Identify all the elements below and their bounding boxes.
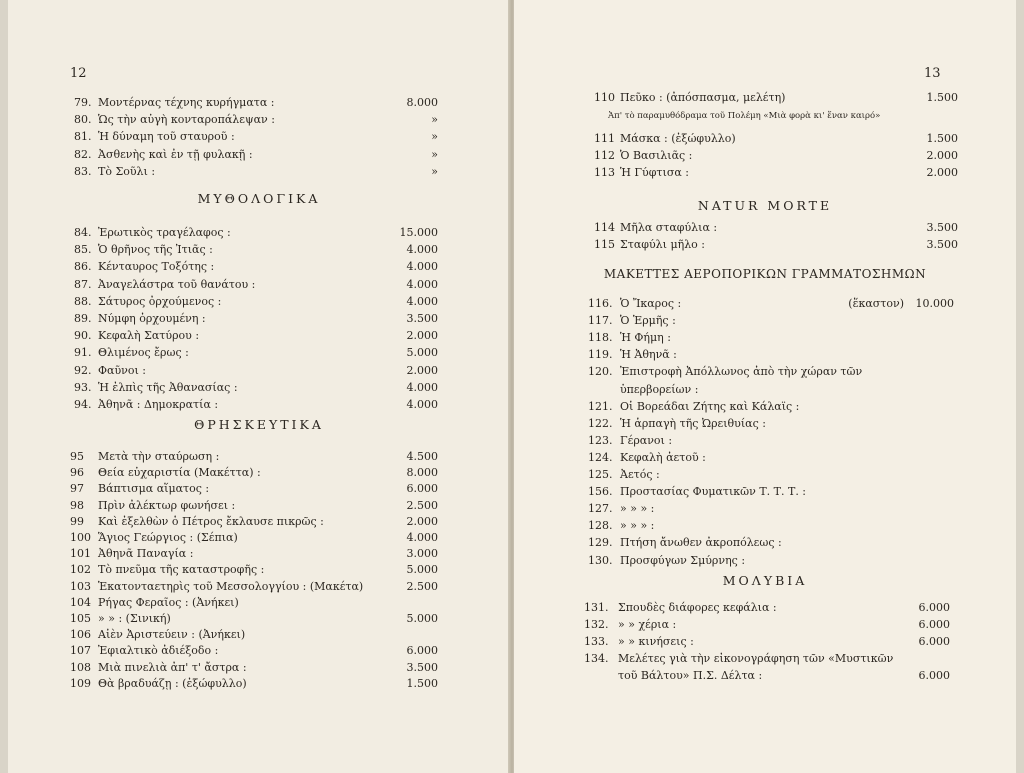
catalog-entry [584, 617, 950, 633]
entry-title: Πρὶν ἀλέκτωρ φωνήσει : [98, 498, 236, 512]
entry-number: 121. [588, 399, 613, 413]
catalog-entry [74, 112, 438, 128]
catalog-entry [594, 131, 958, 147]
entry-number: 134. [584, 652, 609, 665]
entry-title: Μῆλα σταφύλια : [620, 221, 718, 234]
entry-title: Ἡ Γύφτισα : [620, 166, 689, 179]
entry-title: Σπουδὲς διάφορες κεφάλια : [618, 601, 777, 614]
entry-number: 128. [588, 519, 613, 533]
entry-title: Ἀετός : [620, 468, 660, 481]
catalog-entry [584, 668, 950, 684]
entry-price: 10.000 [915, 297, 954, 310]
entry-price: 4.000 [406, 277, 438, 291]
entry-price: 6.000 [918, 601, 950, 614]
entry-note: (ἕκαστον) [848, 297, 904, 310]
entry-title: Ρήγας Φεραῖος : (Ἀνήκει) [98, 595, 239, 609]
entry-title: Φαῦνοι : [98, 363, 146, 377]
entry-number: 97 [70, 482, 84, 496]
entry-number: 105 [70, 612, 91, 625]
entry-title: » » κινήσεις : [618, 635, 694, 648]
entry-title: Ἡ δύναμη τοῦ σταυροῦ : [98, 130, 235, 144]
entry-price: 2.000 [926, 166, 958, 179]
catalog-entry [588, 433, 954, 449]
entry-price: » [431, 147, 438, 161]
entry-price: » [431, 113, 438, 127]
heading-airmail-stamp-models: ΜΑΚΕΤΤΕΣ ΑΕΡΟΠΟΡΙΚΩΝ ΓΡΑΜΜΑΤΟΣΗΜΩΝ [603, 267, 927, 281]
entry-number: 132. [584, 618, 609, 631]
entry-title: Θεία εὐχαριστία (Μακέττα) : [98, 466, 261, 480]
entry-number: 130. [588, 553, 613, 567]
entry-number: 79. [74, 96, 92, 109]
entry-number: 102 [70, 563, 91, 577]
entry-price: 3.500 [406, 660, 438, 674]
entry-price: 6.000 [918, 618, 950, 631]
catalog-entry [588, 399, 954, 415]
entry-title: Ὁ θρῆνος τῆς Ἰτιᾶς : [98, 243, 213, 257]
catalog-entry [588, 484, 954, 500]
entry-price: 2.000 [926, 149, 958, 162]
entry-title: » » » : [620, 519, 655, 533]
entry-title: Κεφαλὴ ἀετοῦ : [620, 450, 706, 464]
entry-price: 4.000 [406, 243, 438, 257]
entry-price: » [431, 164, 438, 178]
entry-number: 116. [588, 297, 613, 310]
entry-price: 4.000 [406, 260, 438, 274]
entry-title: Ὁ Βασιλιᾶς : [620, 149, 693, 162]
catalog-entry [594, 165, 958, 181]
entry-number: 98 [70, 498, 84, 512]
entry-number: 95 [70, 450, 84, 463]
catalog-entry [74, 397, 438, 413]
entry-price: 2.500 [406, 498, 438, 512]
catalog-entry [588, 296, 954, 312]
entry-price: 2.000 [406, 363, 438, 377]
entry-number: 80. [74, 113, 92, 127]
entry-number: 87. [74, 277, 92, 291]
catalog-entry [588, 467, 954, 483]
entry-price: 15.000 [399, 226, 438, 239]
entry-price: 6.000 [406, 482, 438, 496]
catalog-entry [74, 225, 438, 241]
heading-religious: ΘΡΗΣΚΕΥΤΙΚΑ [194, 417, 324, 432]
entry-number: 99 [70, 514, 84, 528]
entry-title: Βάπτισμα αἵματος : [98, 482, 210, 496]
catalog-entry [74, 164, 438, 180]
entry-title: Νύμφη ὀρχουμένη : [98, 312, 206, 325]
entry-number: 81. [74, 130, 92, 144]
entry-number: 127. [588, 502, 613, 516]
entry-title: Καὶ ἐξελθὼν ὁ Πέτρος ἔκλαυσε πικρῶς : [98, 514, 324, 528]
entry-title: Ἡ Ἀθηνᾶ : [620, 348, 677, 362]
heading-natur-morte: NATUR MORTE [697, 198, 833, 213]
catalog-entry [70, 562, 438, 578]
entry-title: Ἡ ἐλπὶς τῆς Ἀθανασίας : [98, 380, 238, 394]
catalog-entry [74, 95, 438, 111]
entry-price: 6.000 [406, 644, 438, 658]
catalog-entry [70, 595, 438, 611]
entry-title: Τὸ Σοῦλι : [98, 164, 156, 178]
entry-title: Θὰ βραδυάζῃ : (ἐξώφυλλο) [98, 676, 247, 690]
entry-price: 1.500 [406, 676, 438, 690]
heading-mythological: ΜΥΘΟΛΟΓΙΚΑ [197, 191, 321, 206]
catalog-entry [70, 498, 438, 514]
right-page [514, 0, 1016, 773]
catalog-entry [70, 546, 438, 562]
catalog-entry [584, 651, 950, 667]
catalog-entry [70, 579, 438, 595]
entry-number: 91. [74, 346, 92, 360]
entry-number: 92. [74, 363, 92, 377]
entry-number: 109 [70, 676, 91, 690]
catalog-entry [588, 347, 954, 363]
catalog-entry [70, 611, 438, 627]
catalog-entry [74, 363, 438, 379]
entry-number: 106 [70, 628, 91, 642]
entry-price: 4.000 [406, 531, 438, 544]
entry-title: Σάτυρος ὀρχούμενος : [98, 294, 222, 308]
entry-title: Ἐπιστροφὴ Ἀπόλλωνος ἀπὸ τὴν χώραν τῶν [620, 365, 863, 379]
note-fairytale-drama: Ἀπ' τὸ παραμυθόδραμα τοῦ Πολέμη «Μιὰ φορὰ κι' ἕναν καιρό» [608, 111, 881, 121]
catalog-entry [588, 313, 954, 329]
entry-price: 1.500 [926, 132, 958, 145]
entry-title: Κεφαλὴ Σατύρου : [98, 329, 200, 343]
catalog-entry [588, 501, 954, 517]
entry-price: 4.000 [406, 398, 438, 411]
entry-number: 100 [70, 531, 91, 544]
entry-price: 3.000 [406, 547, 438, 561]
catalog-entry [74, 380, 438, 396]
entry-price: 2.000 [406, 329, 438, 343]
entry-number: 114 [594, 221, 615, 234]
catalog-entry [74, 147, 438, 163]
entry-number: 129. [588, 536, 613, 550]
entry-number: 85. [74, 243, 92, 257]
entry-price: 2.000 [406, 514, 438, 528]
entry-title: Μετὰ τὴν σταύρωση : [98, 450, 220, 463]
entry-number: 120. [588, 365, 613, 379]
catalog-entry [588, 364, 954, 380]
entry-price: 4.000 [406, 294, 438, 308]
entry-price: 2.500 [406, 579, 438, 593]
catalog-entry [70, 449, 438, 465]
entry-number: 84. [74, 226, 92, 239]
entry-price: 5.000 [406, 612, 438, 625]
catalog-entry [594, 148, 958, 164]
catalog-entry [74, 328, 438, 344]
catalog-entry [74, 311, 438, 327]
entry-number: 104 [70, 595, 91, 609]
entry-number: 112 [594, 149, 615, 162]
entry-price: 8.000 [406, 96, 438, 109]
entry-price: 5.000 [406, 563, 438, 577]
entry-number: 119. [588, 348, 613, 362]
entry-number: 118. [588, 331, 613, 345]
entry-number: 83. [74, 164, 92, 178]
entry-price: 6.000 [918, 635, 950, 648]
entry-title: Ἀσθενὴς καὶ ἐν τῇ φυλακῇ : [98, 147, 253, 161]
entry-title: ὑπερβορείων : [620, 382, 699, 396]
entry-title: » » χέρια : [618, 618, 677, 631]
catalog-entry [588, 553, 954, 569]
entry-number: 94. [74, 398, 92, 411]
catalog-entry [594, 237, 958, 253]
entry-title: Ἐφιαλτικὸ ἀδιέξοδο : [98, 644, 219, 658]
entry-price: 4.500 [406, 450, 438, 463]
catalog-entry [588, 330, 954, 346]
catalog-entry [74, 129, 438, 145]
entry-number: 90. [74, 329, 92, 343]
entry-price: 1.500 [926, 91, 958, 104]
entry-price: 3.500 [926, 221, 958, 234]
catalog-entry [588, 382, 954, 398]
entry-title: Μάσκα : (ἐξώφυλλο) [620, 132, 736, 145]
entry-number: 156. [588, 485, 613, 499]
entry-number: 115 [594, 238, 615, 251]
catalog-entry [70, 660, 438, 676]
entry-title: τοῦ Βάλτου» Π.Σ. Δέλτα : [618, 669, 763, 682]
page-number-left: 12 [70, 66, 87, 81]
catalog-entry [74, 277, 438, 293]
entry-number: 101 [70, 547, 91, 561]
entry-title: » » : (Σινική) [98, 612, 171, 625]
entry-number: 122. [588, 416, 613, 430]
entry-title: Οἱ Βορεάδαι Ζήτης καὶ Κάλαϊς : [620, 399, 800, 413]
entry-number: 96 [70, 466, 84, 480]
entry-number: 123. [588, 433, 613, 447]
entry-title: Θλιμένος ἔρως : [98, 346, 189, 360]
entry-title: Προστασίας Φυματικῶν Τ. Τ. Τ. : [620, 485, 807, 499]
entry-price: 5.000 [406, 346, 438, 360]
catalog-entry [74, 242, 438, 258]
entry-title: Πεῦκο : (ἀπόσπασμα, μελέτη) [620, 91, 786, 104]
entry-title: Ἡ Φήμη : [620, 331, 671, 345]
entry-title: Ἀθηνᾶ Παναγία : [98, 547, 194, 561]
catalog-entry [588, 535, 954, 551]
entry-price: 3.500 [406, 312, 438, 325]
catalog-entry [70, 465, 438, 481]
catalog-entry [70, 514, 438, 530]
catalog-entry [594, 220, 958, 236]
entry-title: » » » : [620, 502, 655, 516]
catalog-entry [70, 481, 438, 497]
entry-number: 103 [70, 579, 91, 593]
entry-title: Ὁ Ἑρμῆς : [620, 314, 676, 328]
catalog-entry [70, 676, 438, 692]
entry-title: Ἅγιος Γεώργιος : (Σέπια) [98, 531, 238, 544]
entry-number: 107 [70, 644, 91, 658]
entry-title: Αἰὲν Ἀριστεύειν : (Ἀνήκει) [98, 628, 246, 642]
catalog-entry [74, 259, 438, 275]
catalog-entry [74, 294, 438, 310]
entry-title: Πτήση ἄνωθεν ἀκροπόλεως : [620, 536, 782, 550]
entry-title: Ἐρωτικὸς τραγέλαφος : [98, 226, 231, 239]
entry-number: 88. [74, 294, 92, 308]
catalog-entry [594, 90, 958, 106]
entry-title: Ἑκατονταετηρὶς τοῦ Μεσσολογγίου : (Μακέτα) [98, 579, 364, 593]
entry-title: Ὁ Ἴκαρος : [620, 297, 682, 310]
entry-price: 8.000 [406, 466, 438, 480]
heading-pencils: ΜΟΛΥΒΙΑ [722, 573, 808, 588]
catalog-entry [70, 627, 438, 643]
entry-title: Μελέτες γιὰ τὴν εἰκονογράφηση τῶν «Μυστικῶν [618, 652, 894, 665]
catalog-entry [588, 450, 954, 466]
page-number-right: 13 [924, 66, 941, 81]
entry-number: 111 [594, 132, 615, 145]
catalog-entry [70, 530, 438, 546]
left-page [8, 0, 510, 773]
entry-number: 124. [588, 450, 613, 464]
catalog-entry [588, 416, 954, 432]
entry-number: 133. [584, 635, 609, 648]
entry-title: Μιὰ πινελιὰ ἀπ' τ' ἄστρα : [98, 660, 247, 674]
entry-title: Τὸ πνεῦμα τῆς καταστροφῆς : [98, 563, 265, 577]
entry-price: 6.000 [918, 669, 950, 682]
entry-title: Κένταυρος Τοξότης : [98, 260, 215, 274]
entry-title: Ὡς τὴν αὐγὴ κονταροπάλεψαν : [98, 113, 275, 127]
entry-price: 4.000 [406, 380, 438, 394]
catalog-entry [584, 600, 950, 616]
catalog-entry [588, 518, 954, 534]
entry-price: » [431, 130, 438, 144]
entry-price: 3.500 [926, 238, 958, 251]
entry-number: 125. [588, 468, 613, 481]
entry-number: 110 [594, 91, 615, 104]
catalog-entry [584, 634, 950, 650]
entry-title: Σταφύλι μῆλο : [620, 238, 705, 251]
entry-title: Ἡ ἁρπαγὴ τῆς Ὠρειθυίας : [620, 416, 766, 430]
entry-number: 131. [584, 601, 609, 614]
entry-title: Ἀναγελάστρα τοῦ θανάτου : [98, 277, 256, 291]
entry-number: 93. [74, 380, 92, 394]
entry-title: Γέρανοι : [620, 433, 673, 447]
entry-title: Προσφύγων Σμύρνης : [620, 553, 746, 567]
catalog-entry [74, 345, 438, 361]
entry-title: Μοντέρνας τέχνης κυρήγματα : [98, 96, 275, 109]
entry-number: 86. [74, 260, 92, 274]
catalog-entry [70, 643, 438, 659]
entry-number: 82. [74, 147, 92, 161]
entry-number: 89. [74, 312, 92, 325]
entry-number: 108 [70, 660, 91, 674]
entry-title: Ἀθηνᾶ : Δημοκρατία : [98, 398, 219, 411]
entry-number: 113 [594, 166, 615, 179]
entry-number: 117. [588, 314, 613, 328]
